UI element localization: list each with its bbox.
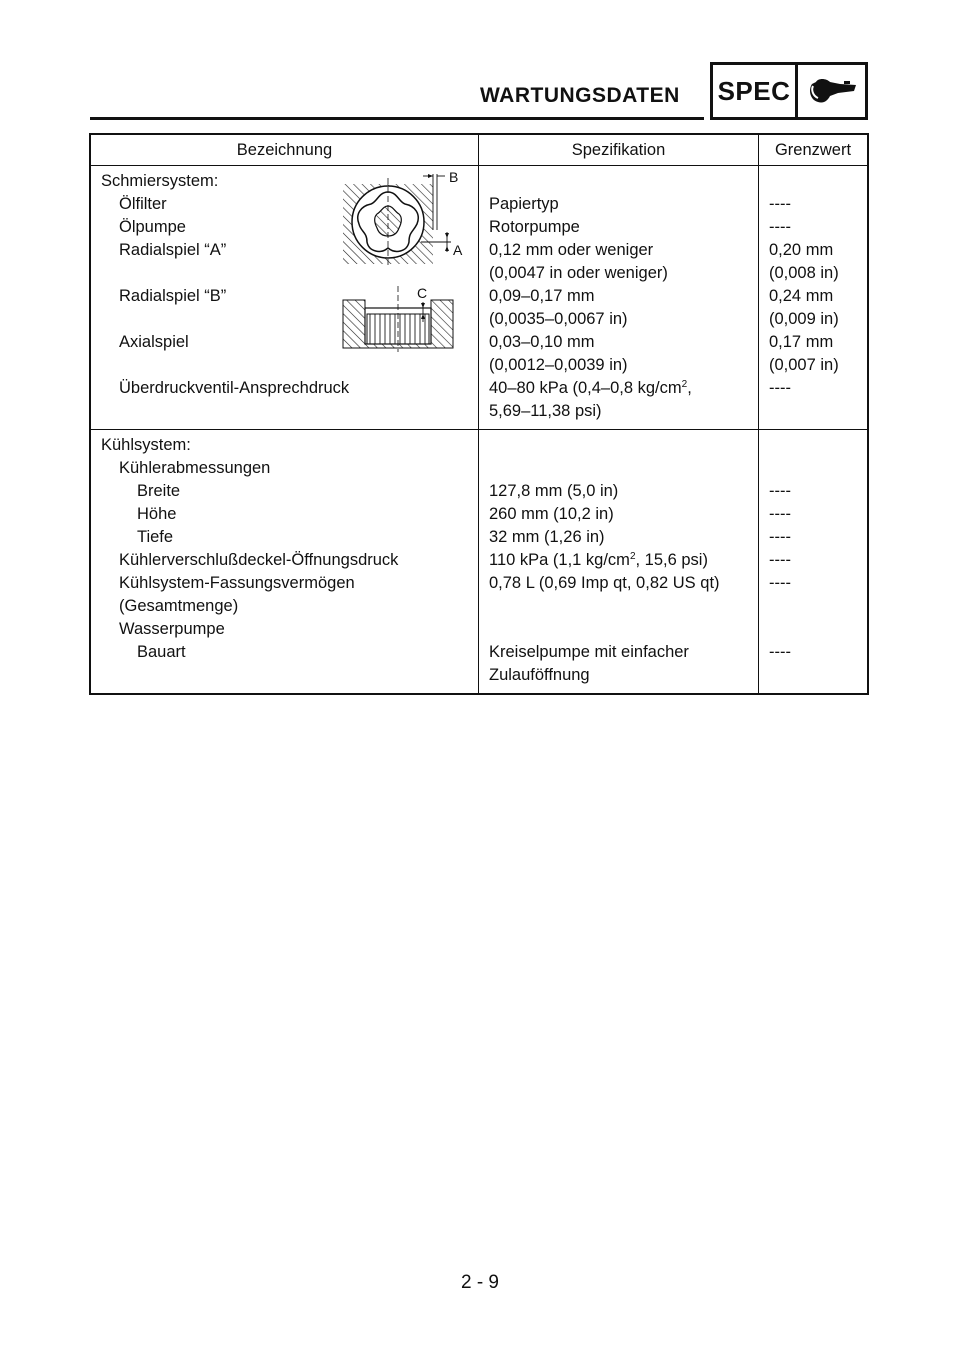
spec-tiefe: 32 mm (1,26 in) (489, 528, 605, 546)
spec-ueberdruckventil: 40–80 kPa (0,4–0,8 $kg/cm^2$, (489, 379, 692, 397)
spec-table (89, 133, 869, 695)
label-bauart: Bauart (137, 643, 186, 661)
label-tiefe: Tiefe (137, 528, 174, 546)
label-fassungsvermoegen: Kühlsystem-Fassungsvermögen (119, 574, 355, 592)
label-radialspiel-a: Radialspiel “A” (119, 241, 227, 259)
spec-label: SPEC (713, 65, 798, 117)
spec-oelpumpe: Rotorpumpe (489, 218, 580, 236)
spec-fassungsvermoegen: 0,78 L (0,69 Imp qt, 0,82 US qt) (489, 574, 720, 592)
spec-radialspiel-b: 0,09–0,17 mm (489, 287, 595, 305)
limit-radialspiel-a: 0,20 mm (769, 241, 834, 259)
section-kuehlsystem (91, 429, 867, 693)
oil-pump-rotor-diagram (339, 170, 471, 268)
label-axialspiel: Axialspiel (119, 333, 189, 351)
spec-hoehe: 260 mm (10,2 in) (489, 505, 614, 523)
spec-bauart: Kreiselpumpe mit einfacher (489, 643, 689, 661)
limit-axialspiel: 0,17 mm (769, 333, 834, 351)
section-schmiersystem (91, 166, 867, 429)
table-header (91, 135, 867, 166)
wrench-icon (798, 65, 865, 117)
header-rule (90, 117, 704, 120)
page-title: WARTUNGSDATEN (480, 84, 680, 107)
column-header-bezeichnung: Bezeichnung (91, 135, 479, 165)
figure-label-b: B (449, 170, 459, 185)
label-radialspiel-b: Radialspiel “B” (119, 287, 227, 305)
limit-radialspiel-b-in: (0,009 in) (769, 310, 839, 328)
spec-badge (710, 62, 868, 120)
limit-kuehlerverschlussdeckel: ---- (769, 551, 791, 569)
spec-oelfilter: Papiertyp (489, 195, 559, 213)
spec-axialspiel: 0,03–0,10 mm (489, 333, 595, 351)
label-ueberdruckventil: Überdruckventil-Ansprechdruck (119, 379, 350, 397)
label-oelfilter: Ölfilter (119, 195, 167, 213)
spec-kuehlerverschlussdeckel: 110 kPa (1,1 $kg/cm^2$, 15,6 psi) (489, 551, 708, 569)
spec-radialspiel-b-in: (0,0035–0,0067 in) (489, 310, 628, 328)
limit-axialspiel-in: (0,007 in) (769, 356, 839, 374)
limit-oelpumpe: ---- (769, 218, 791, 236)
figure-label-a: A (453, 242, 463, 258)
limit-bauart: ---- (769, 643, 791, 661)
label-kuehlerverschlussdeckel: Kühlerverschlußdeckel-Öffnungsdruck (119, 551, 399, 569)
limit-oelfilter: ---- (769, 195, 791, 213)
label-kuehlsystem: Kühlsystem: (101, 436, 191, 454)
limit-radialspiel-b: 0,24 mm (769, 287, 834, 305)
label-oelpumpe: Ölpumpe (119, 218, 186, 236)
page-number: 2 - 9 (460, 1272, 500, 1293)
oil-pump-side-diagram (339, 276, 471, 352)
figure-label-c: C (417, 285, 428, 301)
label-breite: Breite (137, 482, 181, 500)
column-header-grenzwert: Grenzwert (774, 140, 852, 159)
limit-fassungsvermoegen: ---- (769, 574, 791, 592)
label-gesamtmenge: (Gesamtmenge) (119, 597, 239, 615)
spec-bauart-2: Zulauföffnung (489, 666, 590, 684)
label-kuehlerabmessungen: Kühlerabmessungen (119, 459, 271, 477)
label-wasserpumpe: Wasserpumpe (119, 620, 225, 638)
limit-breite: ---- (769, 482, 791, 500)
column-header-spezifikation: Spezifikation (479, 135, 759, 165)
spec-ueberdruckventil-psi: 5,69–11,38 psi) (489, 402, 602, 420)
spec-radialspiel-a: 0,12 mm oder weniger (489, 241, 654, 259)
spec-radialspiel-a-in: (0,0047 in oder weniger) (489, 264, 668, 282)
label-schmiersystem: Schmiersystem: (101, 172, 219, 190)
limit-tiefe: ---- (769, 528, 791, 546)
spec-axialspiel-in: (0,0012–0,0039 in) (489, 356, 628, 374)
limit-ueberdruckventil: ---- (769, 379, 791, 397)
limit-hoehe: ---- (769, 505, 791, 523)
limit-radialspiel-a-in: (0,008 in) (769, 264, 839, 282)
label-hoehe: Höhe (137, 505, 177, 523)
spec-breite: 127,8 mm (5,0 in) (489, 482, 619, 500)
